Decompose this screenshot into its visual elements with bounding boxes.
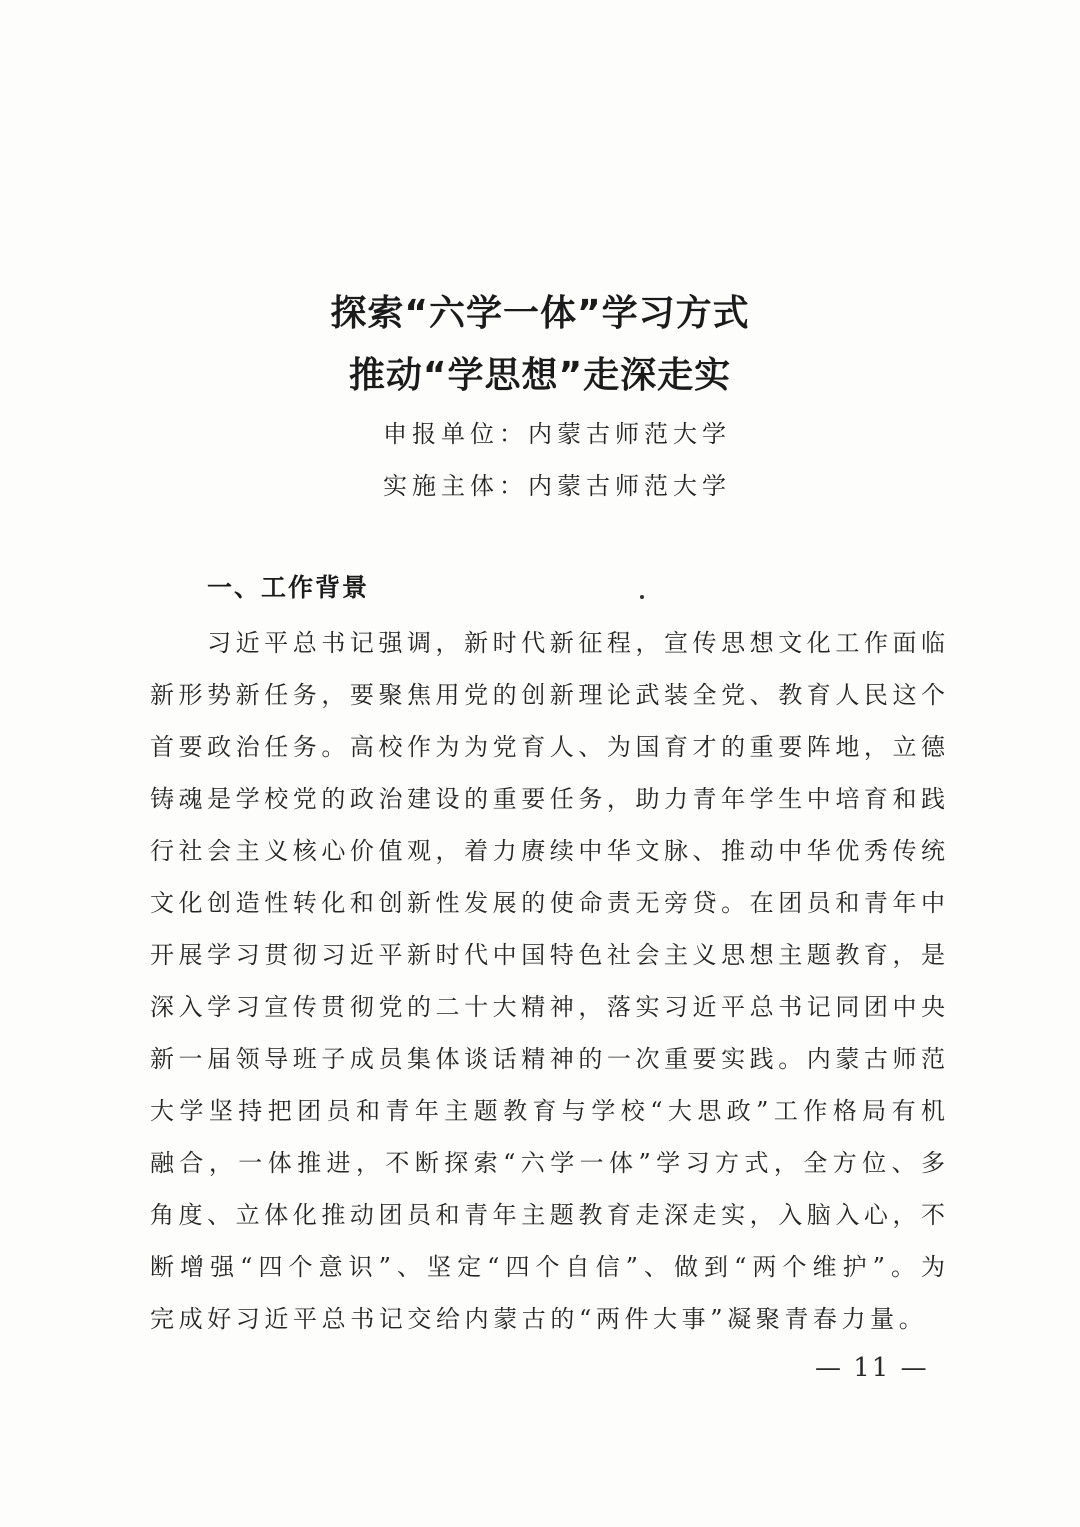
page-number: — 11 — xyxy=(815,1353,929,1383)
paragraph-line: 开展学习贯彻习近平新时代中国特色社会主义思想主题教育，是 xyxy=(150,941,945,969)
paragraph-line: 文化创造性转化和创新性发展的使命责无旁贷。在团员和青年中 xyxy=(150,889,945,917)
paragraph-line: 大学坚持把团员和青年主题教育与学校“大思政”工作格局有机 xyxy=(150,1097,945,1125)
paragraph-line: 首要政治任务。高校作为为党育人、为国育才的重要阵地，立德 xyxy=(150,733,945,761)
paragraph-line: 行社会主义核心价值观，着力赓续中华文脉、推动中华优秀传统 xyxy=(150,837,945,865)
paragraph-line: 角度、立体化推动团员和青年主题教育走深走实，入脑入心，不 xyxy=(150,1201,945,1229)
title-block xyxy=(0,283,1080,407)
paragraph-line: 铸魂是学校党的政治建设的重要任务，助力青年学生中培育和践 xyxy=(150,785,945,813)
paragraph-line: 融合，一体推进，不断探索“六学一体”学习方式，全方位、多 xyxy=(150,1149,945,1177)
paragraph-line: 新形势新任务，要聚焦用党的创新理论武装全党、教育人民这个 xyxy=(150,681,945,709)
section-heading: 一、工作背景 xyxy=(207,573,370,602)
title-line-1: 探索“六学一体”学习方式 xyxy=(330,293,750,334)
implementing-body: 实施主体：内蒙古师范大学 xyxy=(383,472,731,500)
applicant-unit: 申报单位：内蒙古师范大学 xyxy=(383,420,731,448)
paragraph-line: 断增强“四个意识”、坚定“四个自信”、做到“两个维护”。为 xyxy=(150,1253,945,1281)
paragraph-line: 习近平总书记强调，新时代新征程，宣传思想文化工作面临 xyxy=(150,629,945,657)
stray-dot-mark xyxy=(640,595,644,599)
body-paragraph xyxy=(150,617,945,1345)
title-line-2: 推动“学思想”走深走实 xyxy=(348,355,732,396)
paragraph-line: 新一届领导班子成员集体谈话精神的一次重要实践。内蒙古师范 xyxy=(150,1045,945,1073)
paragraph-line: 完成好习近平总书记交给内蒙古的“两件大事”凝聚青春力量。 xyxy=(150,1305,928,1333)
paragraph-line: 深入学习宣传贯彻党的二十大精神，落实习近平总书记同团中央 xyxy=(150,993,945,1021)
